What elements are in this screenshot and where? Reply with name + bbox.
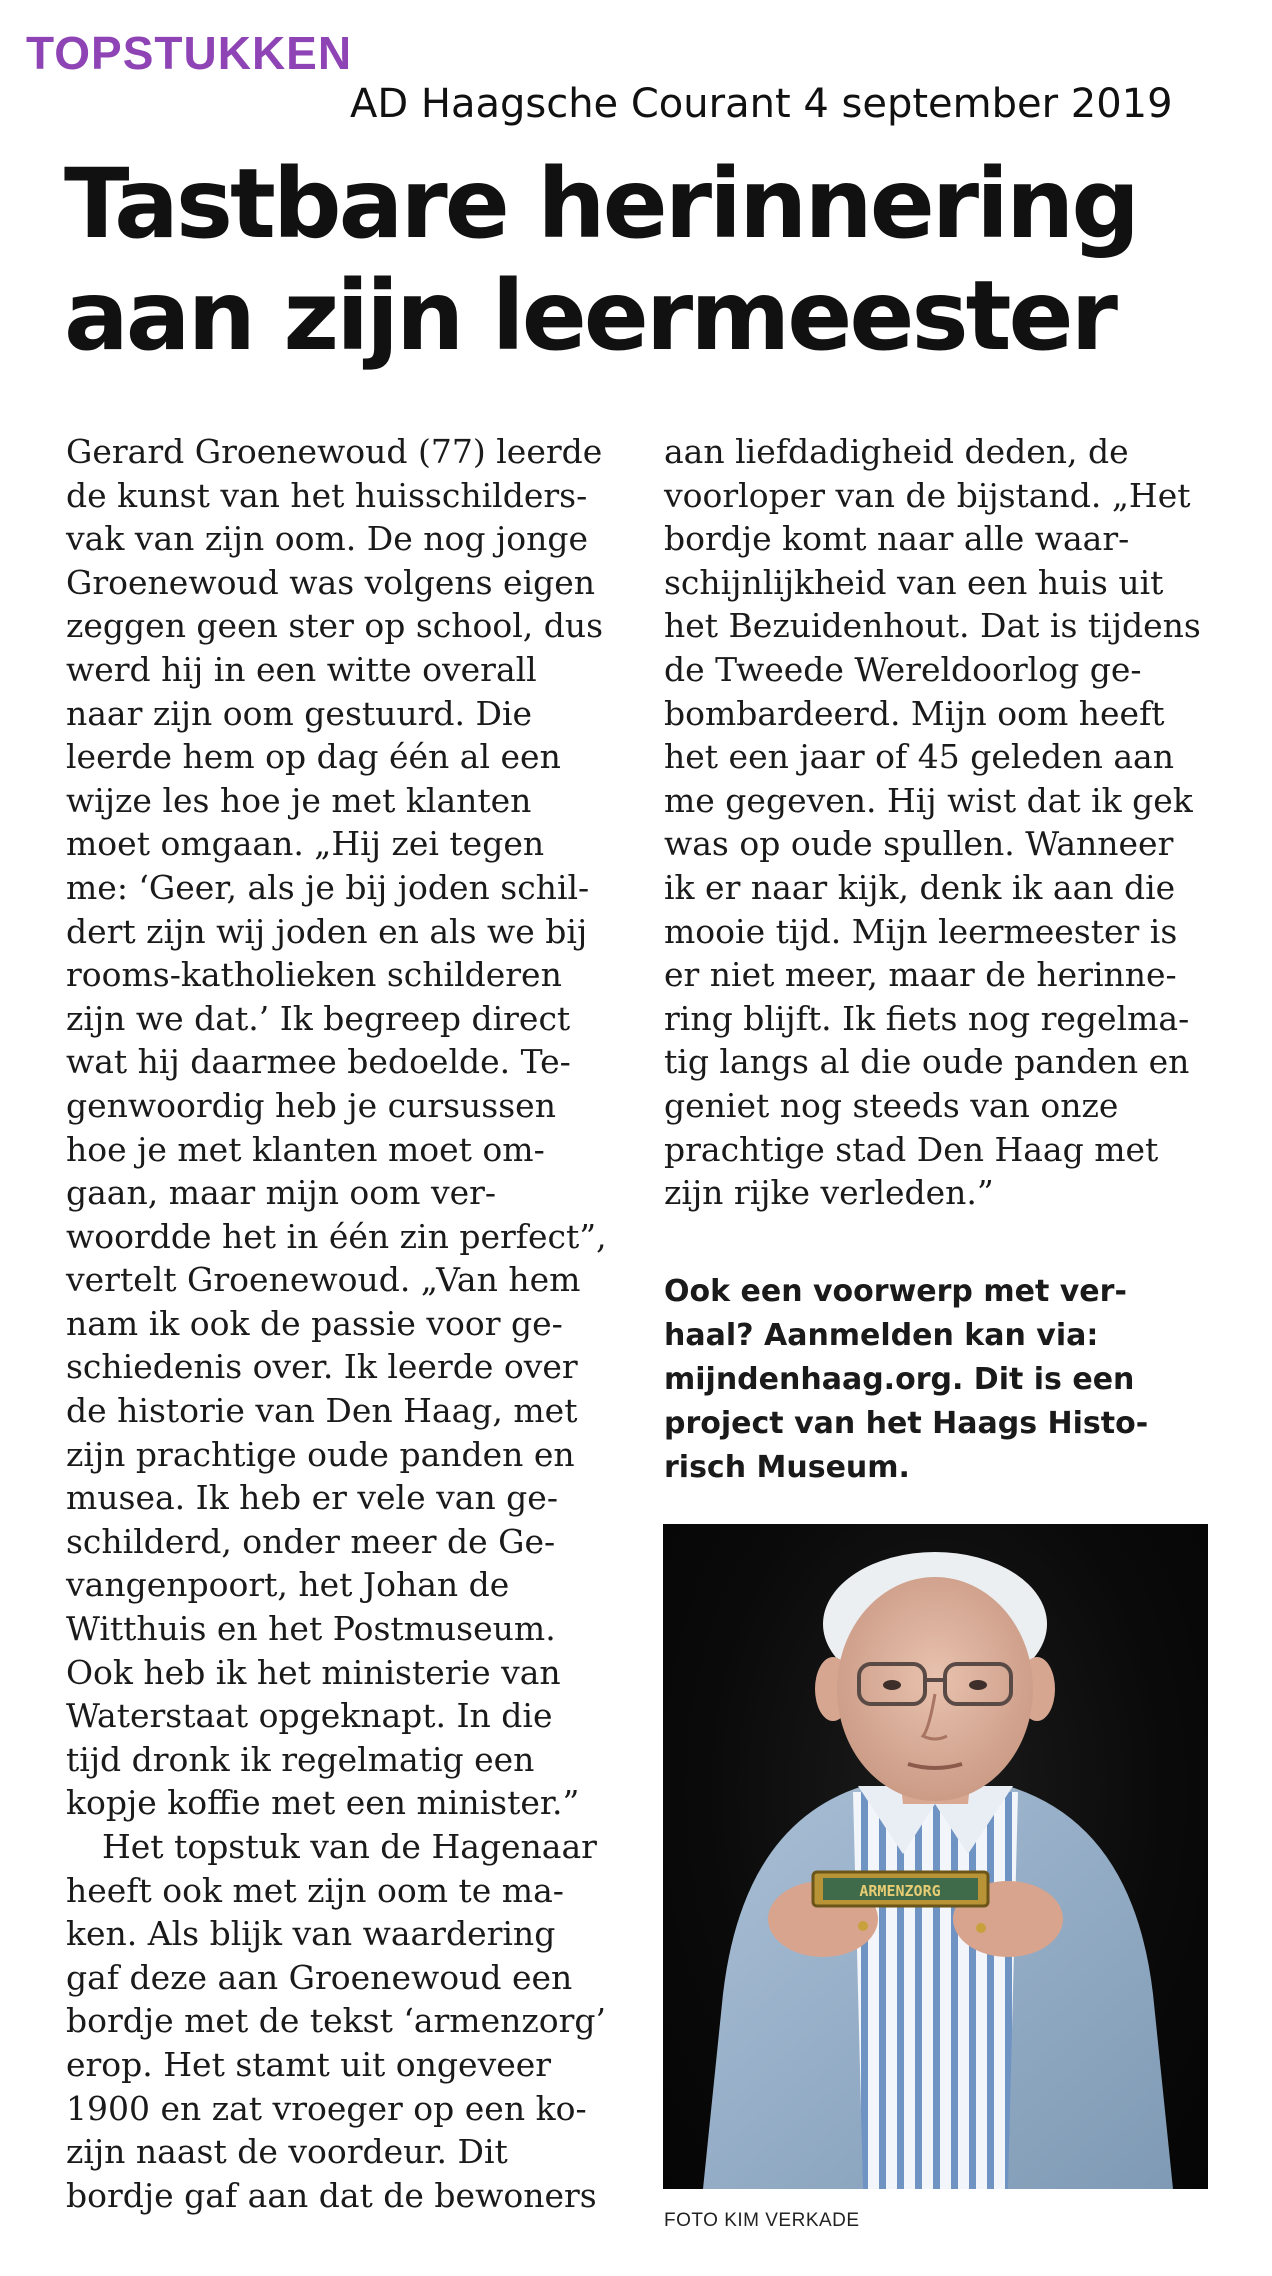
text-line: ken. Als blijk van waardering (66, 1914, 556, 1954)
text-line: aan liefdadigheid deden, de (664, 432, 1129, 471)
text-line: dert zijn wij joden en als we bij (66, 911, 588, 951)
text-line: gaf deze aan Groenewoud een (66, 1957, 573, 1997)
text-line: de Tweede Wereldoorlog ge- (664, 649, 1142, 689)
text-line: schijnlijkheid van een huis uit (664, 562, 1164, 602)
section-label: TOPSTUKKEN (26, 27, 353, 79)
text-line: Waterstaat opgeknapt. In die (66, 1696, 553, 1736)
text-line: was op oude spullen. Wanneer (664, 824, 1174, 864)
text-line: vangenpoort, het Johan de (66, 1565, 510, 1605)
callout-line: mijndenhaag.org. Dit is een (664, 1362, 1135, 1397)
text-line: prachtige stad Den Haag met (664, 1129, 1159, 1169)
text-line: woordde het in één zin perfect”, (66, 1216, 607, 1256)
text-line: leerde hem op dag één al een (66, 737, 561, 777)
text-line: tig langs al die oude panden en (664, 1042, 1190, 1082)
text-line: kopje koffie met een minister.” (66, 1783, 580, 1823)
text-line: wijze les hoe je met klanten (66, 780, 532, 820)
text-line: me: ‘Geer, als je bij joden schil- (66, 867, 590, 907)
text-line: schilderd, onder meer de Ge- (66, 1521, 556, 1561)
text-line: het een jaar of 45 geleden aan (664, 737, 1174, 777)
portrait-photo (663, 1524, 1208, 2189)
text-line: zeggen geen ster op school, dus (66, 606, 604, 646)
callout-line: risch Museum. (664, 1450, 910, 1485)
text-line: zijn rijke verleden.” (664, 1173, 994, 1213)
text-line: vak van zijn oom. De nog jonge (66, 519, 589, 559)
text-line: Groenewoud was volgens eigen (66, 562, 596, 602)
text-line: ik er naar kijk, denk ik aan die (664, 867, 1176, 907)
article-column-right (664, 430, 1224, 1215)
text-line: tijd dronk ik regelmatig een (66, 1739, 535, 1779)
text-line: me gegeven. Hij wist dat ik gek (664, 780, 1193, 820)
callout-line: project van het Haags Histo- (664, 1406, 1149, 1441)
text-line: Ook heb ik het ministerie van (66, 1652, 561, 1692)
article-column-left (66, 430, 626, 2217)
text-line: bombardeerd. Mijn oom heeft (664, 693, 1165, 733)
text-line: heeft ook met zijn oom te ma- (66, 1870, 564, 1910)
text-line: zijn prachtige oude panden en (66, 1434, 575, 1474)
text-line: bordje met de tekst ‘armenzorg’ (66, 2001, 606, 2041)
text-line: musea. Ik heb er vele van ge- (66, 1478, 558, 1518)
text-line: de kunst van het huisschilders- (66, 475, 588, 515)
text-line: bordje komt naar alle waar- (664, 519, 1130, 559)
callout-box (664, 1270, 1224, 1490)
text-line: 1900 en zat vroeger op een ko- (66, 2088, 587, 2128)
text-line: zijn naast de voordeur. Dit (66, 2132, 508, 2172)
text-line: genwoordig heb je cursussen (66, 1085, 556, 1125)
headline-line: Tastbare herinnering (64, 148, 1138, 260)
text-line: de historie van Den Haag, met (66, 1391, 578, 1431)
text-line: werd hij in een witte overall (66, 649, 537, 689)
text-line: mooie tijd. Mijn leermeester is (664, 911, 1178, 951)
callout-line: Ook een voorwerp met ver- (664, 1274, 1127, 1309)
text-line: gaan, maar mijn oom ver- (66, 1173, 497, 1213)
text-line: ring blijft. Ik fiets nog regelma- (664, 998, 1190, 1038)
text-line: zijn we dat.’ Ik begreep direct (66, 998, 571, 1038)
headline (64, 148, 1254, 372)
text-line: Witthuis en het Postmuseum. (66, 1609, 556, 1649)
sign-text: ARMENZORG (859, 1882, 941, 1900)
text-line: naar zijn oom gestuurd. Die (66, 693, 533, 733)
portrait-photo-icon (663, 1524, 1208, 2189)
text-line: hoe je met klanten moet om- (66, 1129, 545, 1169)
headline-line: aan zijn leermeester (64, 260, 1115, 372)
text-line: er niet meer, maar de herinne- (664, 955, 1177, 995)
text-line: wat hij daarmee bedoelde. Te- (66, 1042, 571, 1082)
text-line: vertelt Groenewoud. „Van hem (66, 1260, 581, 1300)
source-line: AD Haagsche Courant 4 september 2019 (350, 81, 1173, 127)
text-line: bordje gaf aan dat de bewoners (66, 2175, 597, 2215)
callout-line: haal? Aanmelden kan via: (664, 1318, 1099, 1353)
text-line: het Bezuidenhout. Dat is tijdens (664, 606, 1201, 646)
text-line: rooms-katholieken schilderen (66, 955, 562, 995)
text-line: nam ik ook de passie voor ge- (66, 1303, 563, 1343)
paragraph-start-line: Het topstuk van de Hagenaar (102, 1827, 597, 1866)
text-line: voorloper van de bijstand. „Het (664, 475, 1191, 515)
photo-credit: FOTO KIM VERKADE (664, 2210, 860, 2231)
text-line: erop. Het stamt uit ongeveer (66, 2044, 552, 2084)
text-line: geniet nog steeds van onze (664, 1085, 1119, 1125)
text-line: schiedenis over. Ik leerde over (66, 1347, 578, 1387)
text-line: moet omgaan. „Hij zei tegen (66, 824, 545, 864)
text-line: Gerard Groenewoud (77) leerde (66, 432, 603, 471)
